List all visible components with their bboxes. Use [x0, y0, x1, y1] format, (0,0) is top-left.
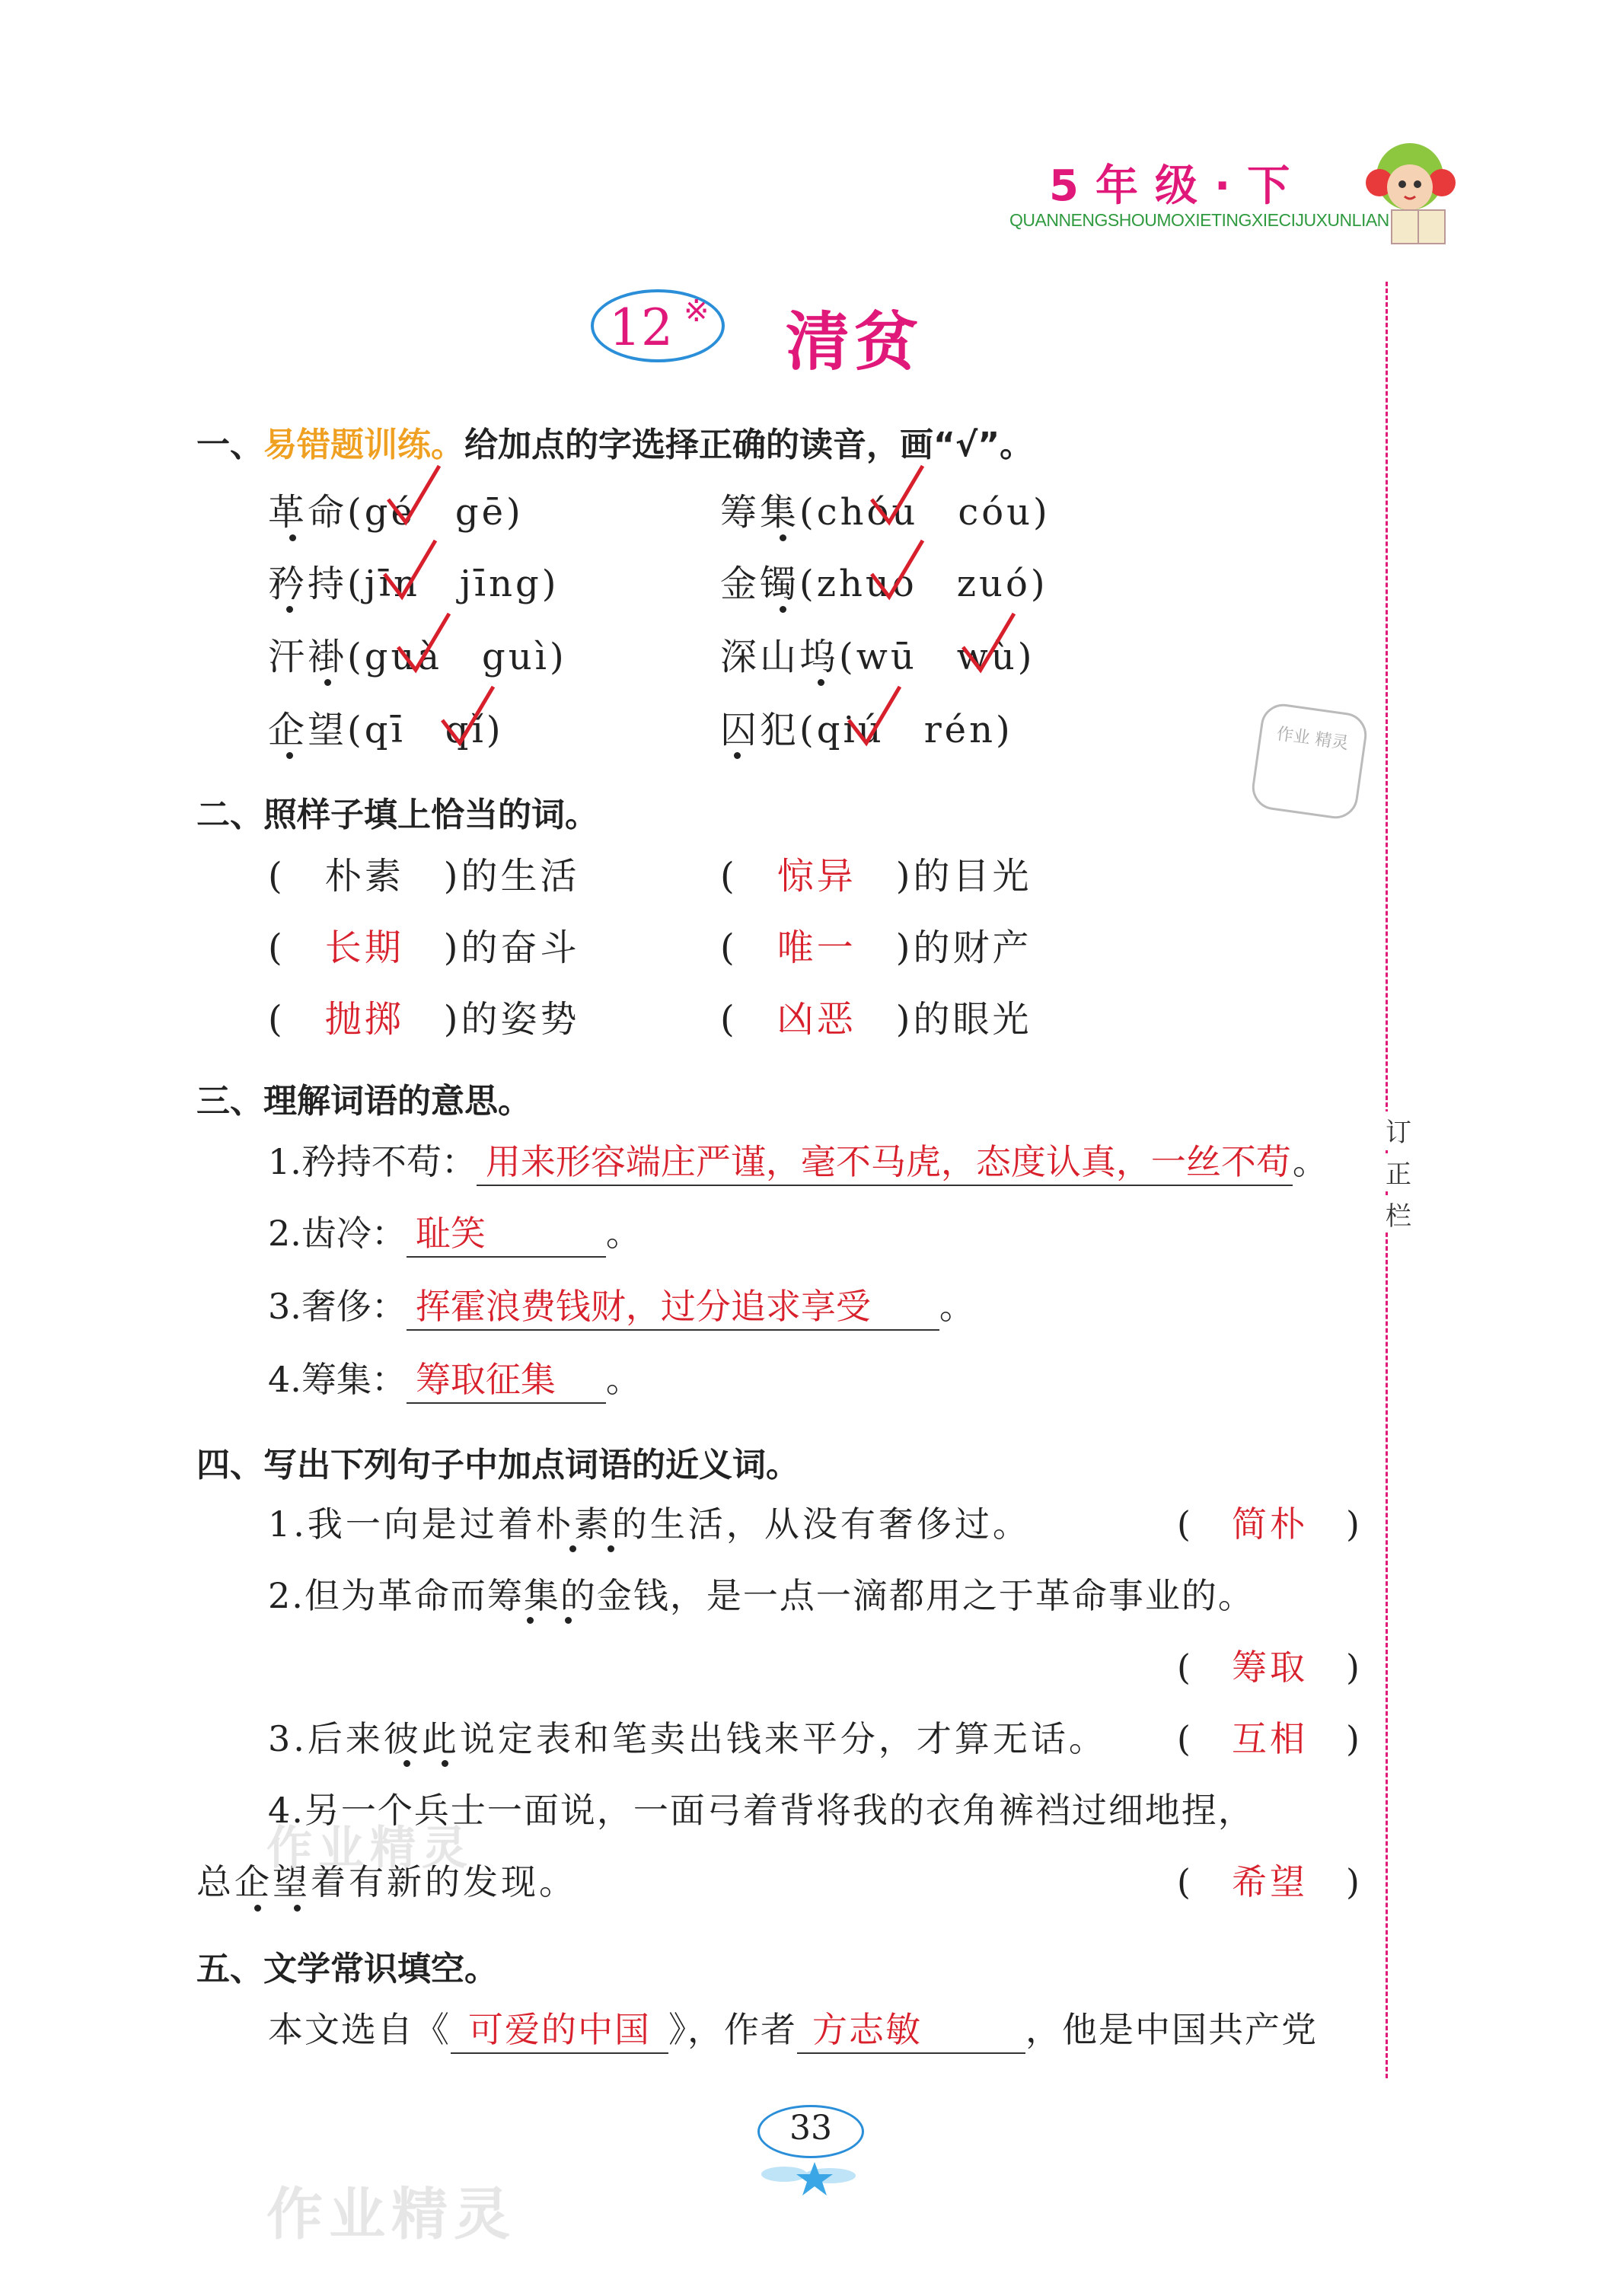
fill-word-suffix: )的姿势	[443, 998, 580, 1041]
author-answer: 方志敏	[797, 2002, 1025, 2054]
emphasis-dot	[818, 679, 824, 686]
stamp-logo: 作业 精灵	[1249, 701, 1370, 821]
section1-number: 一、	[196, 426, 263, 464]
series-pinyin: QUANNENGSHOUMOXIETINGXIECIJUXUNLIAN	[1009, 210, 1389, 230]
section3-heading: 三、理解词语的意思。	[196, 1082, 531, 1121]
synonym-sentence: 1.我一向是过着朴素的生活，从没有奢侈过。	[268, 1504, 1031, 1545]
synonym-answer-row: ( 筹取 )	[1177, 1647, 1363, 1688]
grade-label: 5年级·下	[1049, 161, 1307, 211]
meaning-answer: 用来形容端庄严谨，毫不马虎，态度认真，一丝不苟	[477, 1134, 1293, 1186]
meaning-end: 。	[605, 1359, 641, 1400]
emphasis-dot	[569, 1545, 576, 1552]
literature-post: ，他是中国共产党	[1025, 2009, 1318, 2050]
emphasis-dot	[289, 534, 296, 541]
check-mark-icon	[959, 609, 1020, 678]
meaning-item	[268, 1279, 974, 1331]
meaning-label: 1.矜持不苟：	[268, 1141, 477, 1182]
watermark: 作业精灵	[266, 2182, 516, 2247]
fill-word-answer: 抛掷	[324, 998, 404, 1041]
pinyin-item: 囚犯(qiú rén)	[720, 709, 1013, 751]
synonym-answer: 筹取	[1231, 1647, 1308, 1688]
meaning-answer: 筹取征集	[407, 1352, 606, 1404]
meaning-answer: 挥霍浪费钱财，过分追求享受	[407, 1279, 939, 1331]
meaning-item	[268, 1352, 641, 1404]
check-mark-icon	[381, 536, 442, 604]
check-mark-icon	[384, 461, 445, 530]
emphasis-dot	[286, 752, 293, 759]
correction-label-1: 订	[1379, 1111, 1418, 1149]
pinyin-item: 深山坞(wū wù)	[720, 636, 1035, 678]
fill-word-row: ( 惊异 )的目光	[720, 855, 1032, 898]
fill-word-answer: 惊异	[777, 855, 856, 898]
fill-word-row: ( 朴素 )的生活	[268, 855, 580, 898]
fill-word-suffix: )的财产	[895, 926, 1032, 969]
lesson-title: 清贫	[786, 305, 923, 379]
pinyin-item: 金镯(zhuó zuó)	[720, 563, 1048, 605]
pinyin-item: 企望(qī qǐ)	[268, 709, 504, 751]
emphasis-dot	[294, 1905, 301, 1912]
fill-word-row: ( 长期 )的奋斗	[268, 926, 580, 969]
synonym-answer-row: ( 简朴 )	[1177, 1504, 1363, 1545]
check-mark-icon	[868, 536, 929, 604]
check-mark-icon	[868, 461, 929, 530]
lesson-star: ※	[684, 294, 710, 329]
pinyin-item: 革命(gé gē)	[268, 491, 524, 534]
correction-label-2: 正	[1379, 1153, 1418, 1191]
pinyin-item: 汗褂(guà guì)	[268, 636, 567, 678]
synonym-answer-row: ( 希望 )	[1177, 1861, 1363, 1902]
synonym-answer: 互相	[1231, 1718, 1308, 1759]
lesson-number: 12	[609, 298, 673, 357]
literature-sentence	[268, 2002, 1318, 2054]
section5-heading: 五、文学常识填空。	[196, 1950, 498, 1988]
section1-instruction: 给加点的字选择正确的读音，画“√”。	[464, 426, 1034, 464]
synonym-sentence: 总企望着有新的发现。	[196, 1861, 577, 1902]
emphasis-dot	[734, 752, 741, 759]
synonym-answer: 简朴	[1231, 1504, 1308, 1545]
synonym-answer-row: ( 互相 )	[1177, 1718, 1363, 1759]
emphasis-dot	[442, 1760, 448, 1767]
fill-word-answer: 长期	[324, 926, 404, 969]
literature-pre: 本文选自《	[268, 2009, 451, 2050]
pinyin-item: 矜持(jīn jīng)	[268, 563, 560, 605]
fill-word-row: ( 唯一 )的财产	[720, 926, 1032, 969]
emphasis-dot	[286, 606, 293, 613]
emphasis-dot	[527, 1617, 534, 1624]
fill-word-suffix: )的奋斗	[443, 926, 580, 969]
mascot-icon	[1363, 137, 1477, 251]
meaning-end: 。	[605, 1213, 641, 1254]
synonym-answer: 希望	[1231, 1861, 1308, 1902]
fill-word-answer: 唯一	[777, 926, 856, 969]
meaning-item	[268, 1206, 641, 1258]
fill-word-suffix: )的眼光	[895, 998, 1032, 1041]
meaning-end: 。	[939, 1286, 974, 1327]
synonym-sentence: 2.但为革命而筹集的金钱，是一点一滴都用之于革命事业的。	[268, 1575, 1255, 1616]
pinyin-item: 筹集(chóu cóu)	[720, 491, 1051, 534]
meaning-answer: 耻笑	[407, 1206, 606, 1258]
emphasis-dot	[324, 679, 331, 686]
fill-word-suffix: )的目光	[895, 855, 1032, 898]
meaning-end: 。	[1292, 1141, 1328, 1182]
meaning-label: 4.筹集：	[268, 1359, 407, 1400]
fill-word-answer: 凶恶	[777, 998, 856, 1041]
emphasis-dot	[565, 1617, 572, 1624]
emphasis-dot	[780, 606, 786, 613]
fill-word-row: ( 凶恶 )的眼光	[720, 998, 1032, 1041]
book-answer: 可爱的中国	[451, 2002, 668, 2054]
emphasis-dot	[780, 534, 786, 541]
synonym-sentence: 3.后来彼此说定表和笔卖出钱来平分，才算无话。	[268, 1718, 1107, 1759]
meaning-label: 2.齿冷：	[268, 1213, 407, 1254]
meaning-item	[268, 1134, 1328, 1186]
emphasis-dot	[254, 1905, 261, 1912]
star-decoration-icon	[754, 2156, 875, 2202]
literature-mid: 》，作者	[668, 2009, 797, 2050]
fill-word-answer: 朴素	[324, 855, 404, 898]
correction-label-3: 栏	[1379, 1195, 1418, 1233]
check-mark-icon	[394, 609, 455, 678]
watermark: 作业精灵	[266, 1822, 474, 1875]
fill-word-row: ( 抛掷 )的姿势	[268, 998, 580, 1041]
emphasis-dot	[608, 1545, 614, 1552]
section1-highlight: 易错题训练。	[263, 426, 464, 464]
emphasis-dot	[403, 1760, 410, 1767]
page-number: 33	[789, 2109, 832, 2148]
meaning-label: 3.奢侈：	[268, 1286, 407, 1327]
synonym-sentence: 4.另一个兵士一面说，一面弓着背将我的衣角裤裆过细地捏，	[268, 1790, 1255, 1831]
fill-word-suffix: )的生活	[443, 855, 580, 898]
section1-heading	[196, 417, 1033, 466]
check-mark-icon	[438, 682, 499, 751]
check-mark-icon	[845, 682, 906, 751]
section2-heading: 二、照样子填上恰当的词。	[196, 796, 598, 834]
section4-heading: 四、写出下列句子中加点词语的近义词。	[196, 1446, 799, 1484]
